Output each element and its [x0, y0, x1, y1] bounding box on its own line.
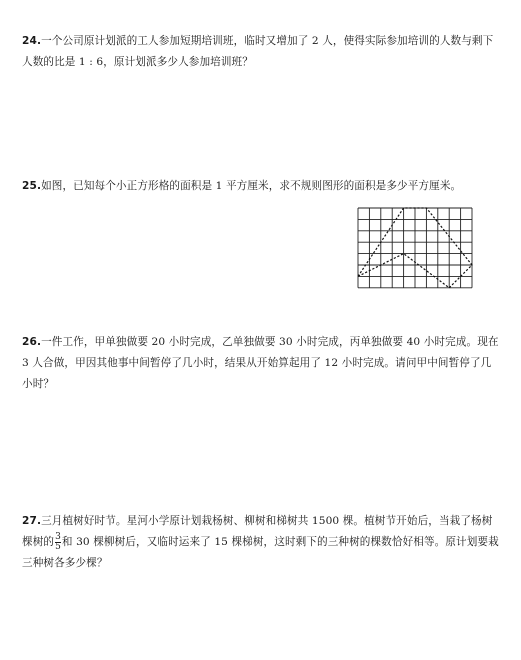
question-24: [22, 31, 500, 73]
question-text-continued: 和 30 棵柳树后，又临时运来了 15 棵梯树，这时剩下的三种树的棵数恰好相等。原计划要栽三种树各多少棵？: [22, 536, 499, 569]
fraction-denominator: 5: [55, 541, 61, 552]
question-number: 27.: [22, 515, 42, 527]
question-text: 三月植树好时节。星河小学原计划栽杨树、柳树和梯树共 1500 棵。植树节开始后，当栽了杨树棵树的: [22, 515, 493, 548]
question-number: 24.: [22, 35, 42, 47]
question-26: [22, 332, 500, 395]
question-text: 一件工作，甲单独做要 20 小时完成，乙单独做要 30 小时完成，丙单独做要 40 小时完成。现在 3 人合做，甲因其他事中间暂停了几小时，结果从开始算起用了 12 小时完成。请问甲中间暂停了几小时？: [22, 336, 499, 390]
fraction-numerator: 3: [55, 531, 61, 542]
question-text: 如图，已知每个小正方形格的面积是 1 平方厘米，求不规则图形的面积是多少平方厘米。: [41, 180, 462, 192]
question-number: 26.: [22, 336, 42, 348]
question-text: 一个公司原计划派的工人参加短期培训班，临时又增加了 2 人，使得实际参加培训的人数与剩下人数的比是 1 : 6，原计划派多少人参加培训班？: [22, 35, 494, 68]
fraction: [55, 533, 61, 552]
grid-figure: [357, 207, 473, 291]
question-27: [22, 511, 500, 574]
question-number: 25.: [22, 180, 42, 192]
question-25: [22, 176, 500, 197]
